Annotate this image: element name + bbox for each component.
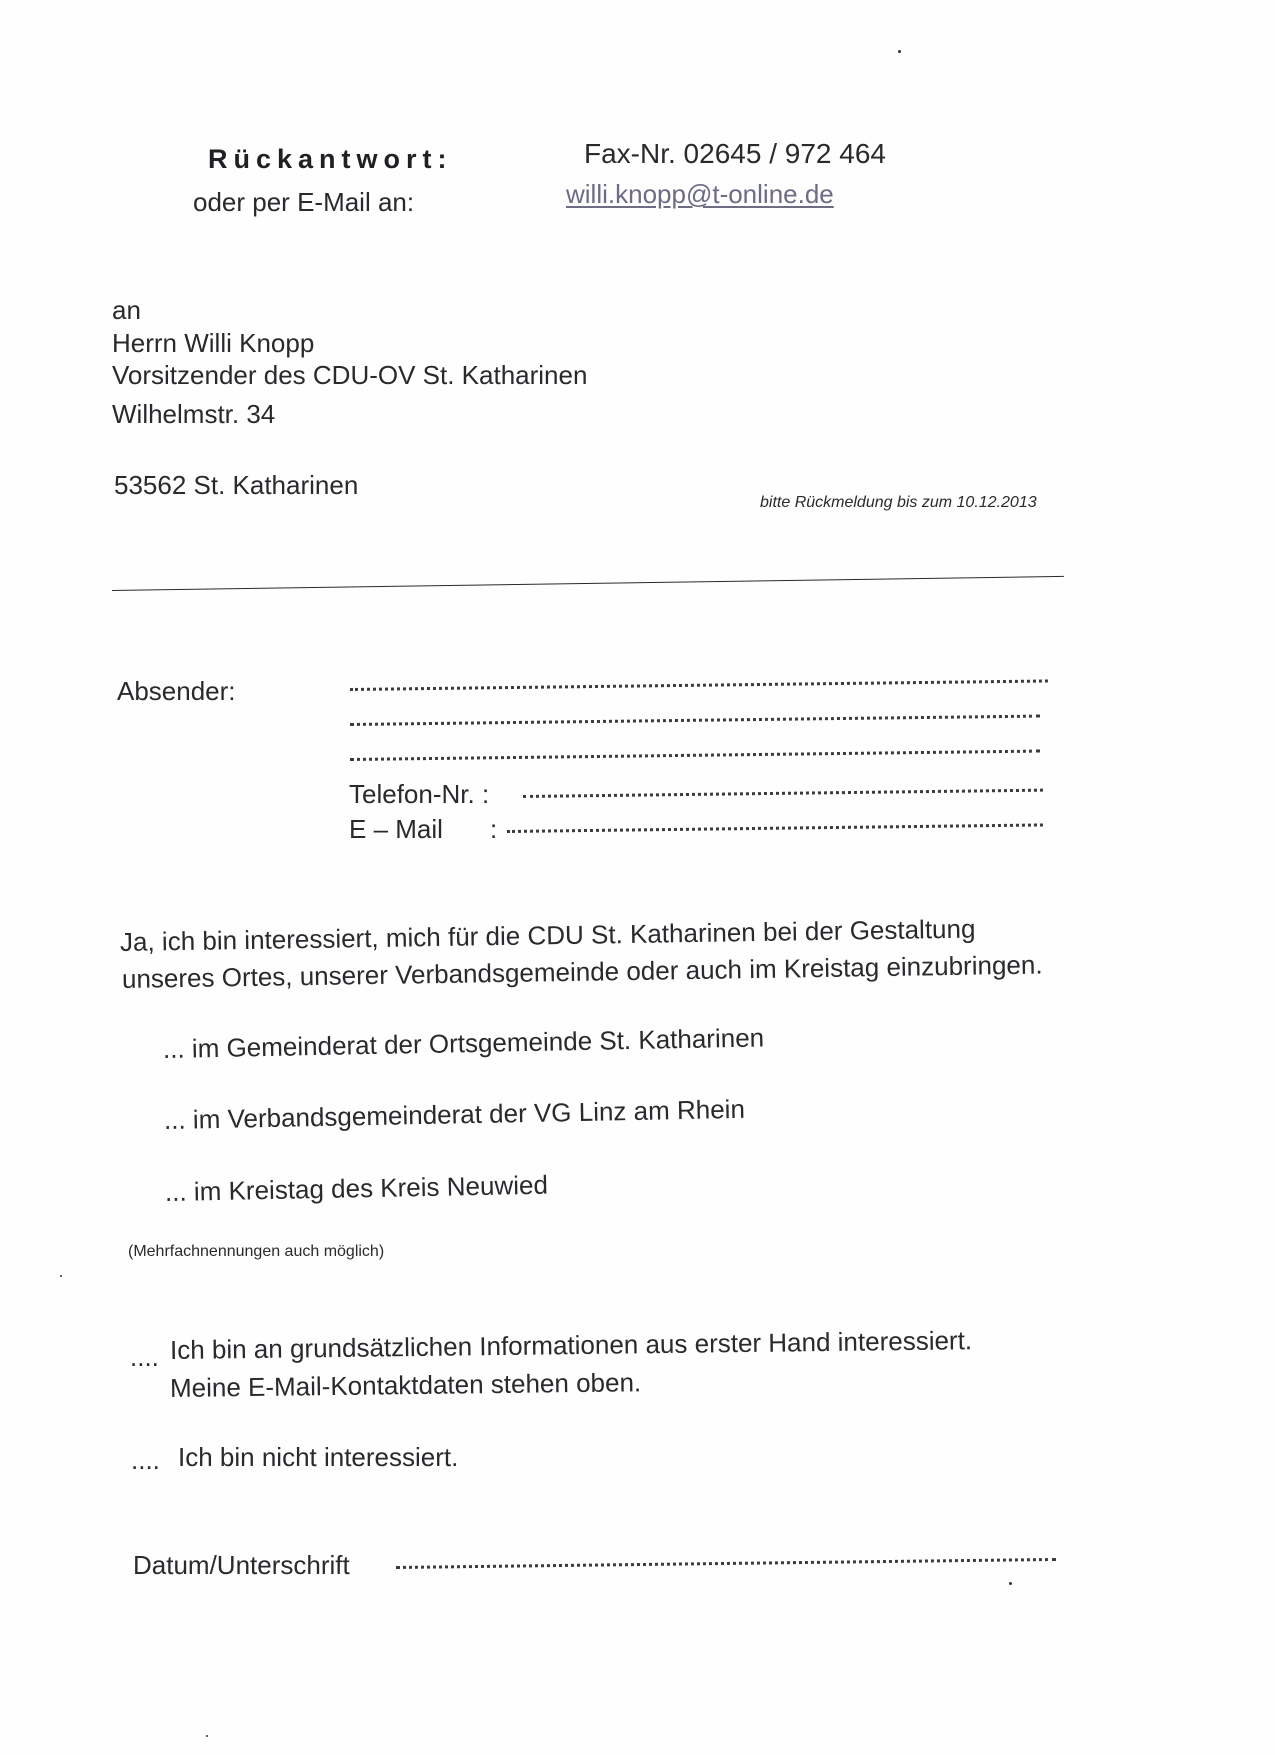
info-line-1: Ich bin an grundsätzlichen Informationen aus erster Hand interessiert. xyxy=(169,1325,973,1365)
signature-field[interactable] xyxy=(396,1558,1056,1569)
multiple-choice-note: (Mehrfachnennungen auch möglich) xyxy=(128,1243,385,1260)
option-verbandsgemeinderat[interactable]: ... im Verbandsgemeinderat der VG Linz am Rhein xyxy=(163,1093,746,1135)
info-marker[interactable]: .... xyxy=(130,1342,159,1372)
scan-speck xyxy=(1009,1582,1012,1585)
sender-label: Absender: xyxy=(117,676,236,706)
sender-line-2[interactable] xyxy=(350,715,1040,726)
email-link[interactable]: willi.knopp@t-online.de xyxy=(566,179,834,209)
form-title: Rückantwort: xyxy=(208,144,453,174)
address-city: 53562 St. Katharinen xyxy=(114,470,359,500)
scan-speck xyxy=(60,1275,62,1277)
option-gemeinderat[interactable]: ... im Gemeinderat der Ortsgemeinde St. Katharinen xyxy=(162,1022,765,1064)
sender-line-3[interactable] xyxy=(350,750,1040,761)
scan-speck xyxy=(206,1735,208,1737)
scan-speck xyxy=(898,50,901,53)
phone-field[interactable] xyxy=(523,789,1043,798)
address-line-an: an xyxy=(112,295,141,325)
not-interested-marker[interactable]: .... xyxy=(131,1445,160,1475)
option-kreistag[interactable]: ... im Kreistag des Kreis Neuwied xyxy=(164,1169,549,1207)
email-colon: : xyxy=(490,814,498,844)
address-street: Wilhelmstr. 34 xyxy=(112,399,276,429)
email-field[interactable] xyxy=(507,823,1043,833)
separator-line xyxy=(112,576,1064,591)
phone-label: Telefon-Nr. : xyxy=(349,779,490,809)
info-line-2: Meine E-Mail-Kontaktdaten stehen oben. xyxy=(169,1367,642,1403)
email-label: E – Mail xyxy=(349,814,443,844)
interest-line-1: Ja, ich bin interessiert, mich für die CDU St. Katharinen bei der Gestaltung xyxy=(119,913,976,957)
interest-line-2: unseres Ortes, unserer Verbandsgemeinde oder auch im Kreistag einzubringen. xyxy=(121,949,1043,994)
address-recipient: Herrn Willi Knopp xyxy=(112,328,315,358)
address-title: Vorsitzender des CDU-OV St. Katharinen xyxy=(112,360,588,390)
not-interested-text: Ich bin nicht interessiert. xyxy=(178,1442,459,1472)
signature-label: Datum/Unterschrift xyxy=(133,1550,350,1580)
email-prefix: oder per E-Mail an: xyxy=(193,187,415,217)
sender-line-1[interactable] xyxy=(350,679,1048,691)
fax-number: Fax-Nr. 02645 / 972 464 xyxy=(584,138,886,169)
reply-deadline: bitte Rückmeldung bis zum 10.12.2013 xyxy=(760,494,1037,511)
